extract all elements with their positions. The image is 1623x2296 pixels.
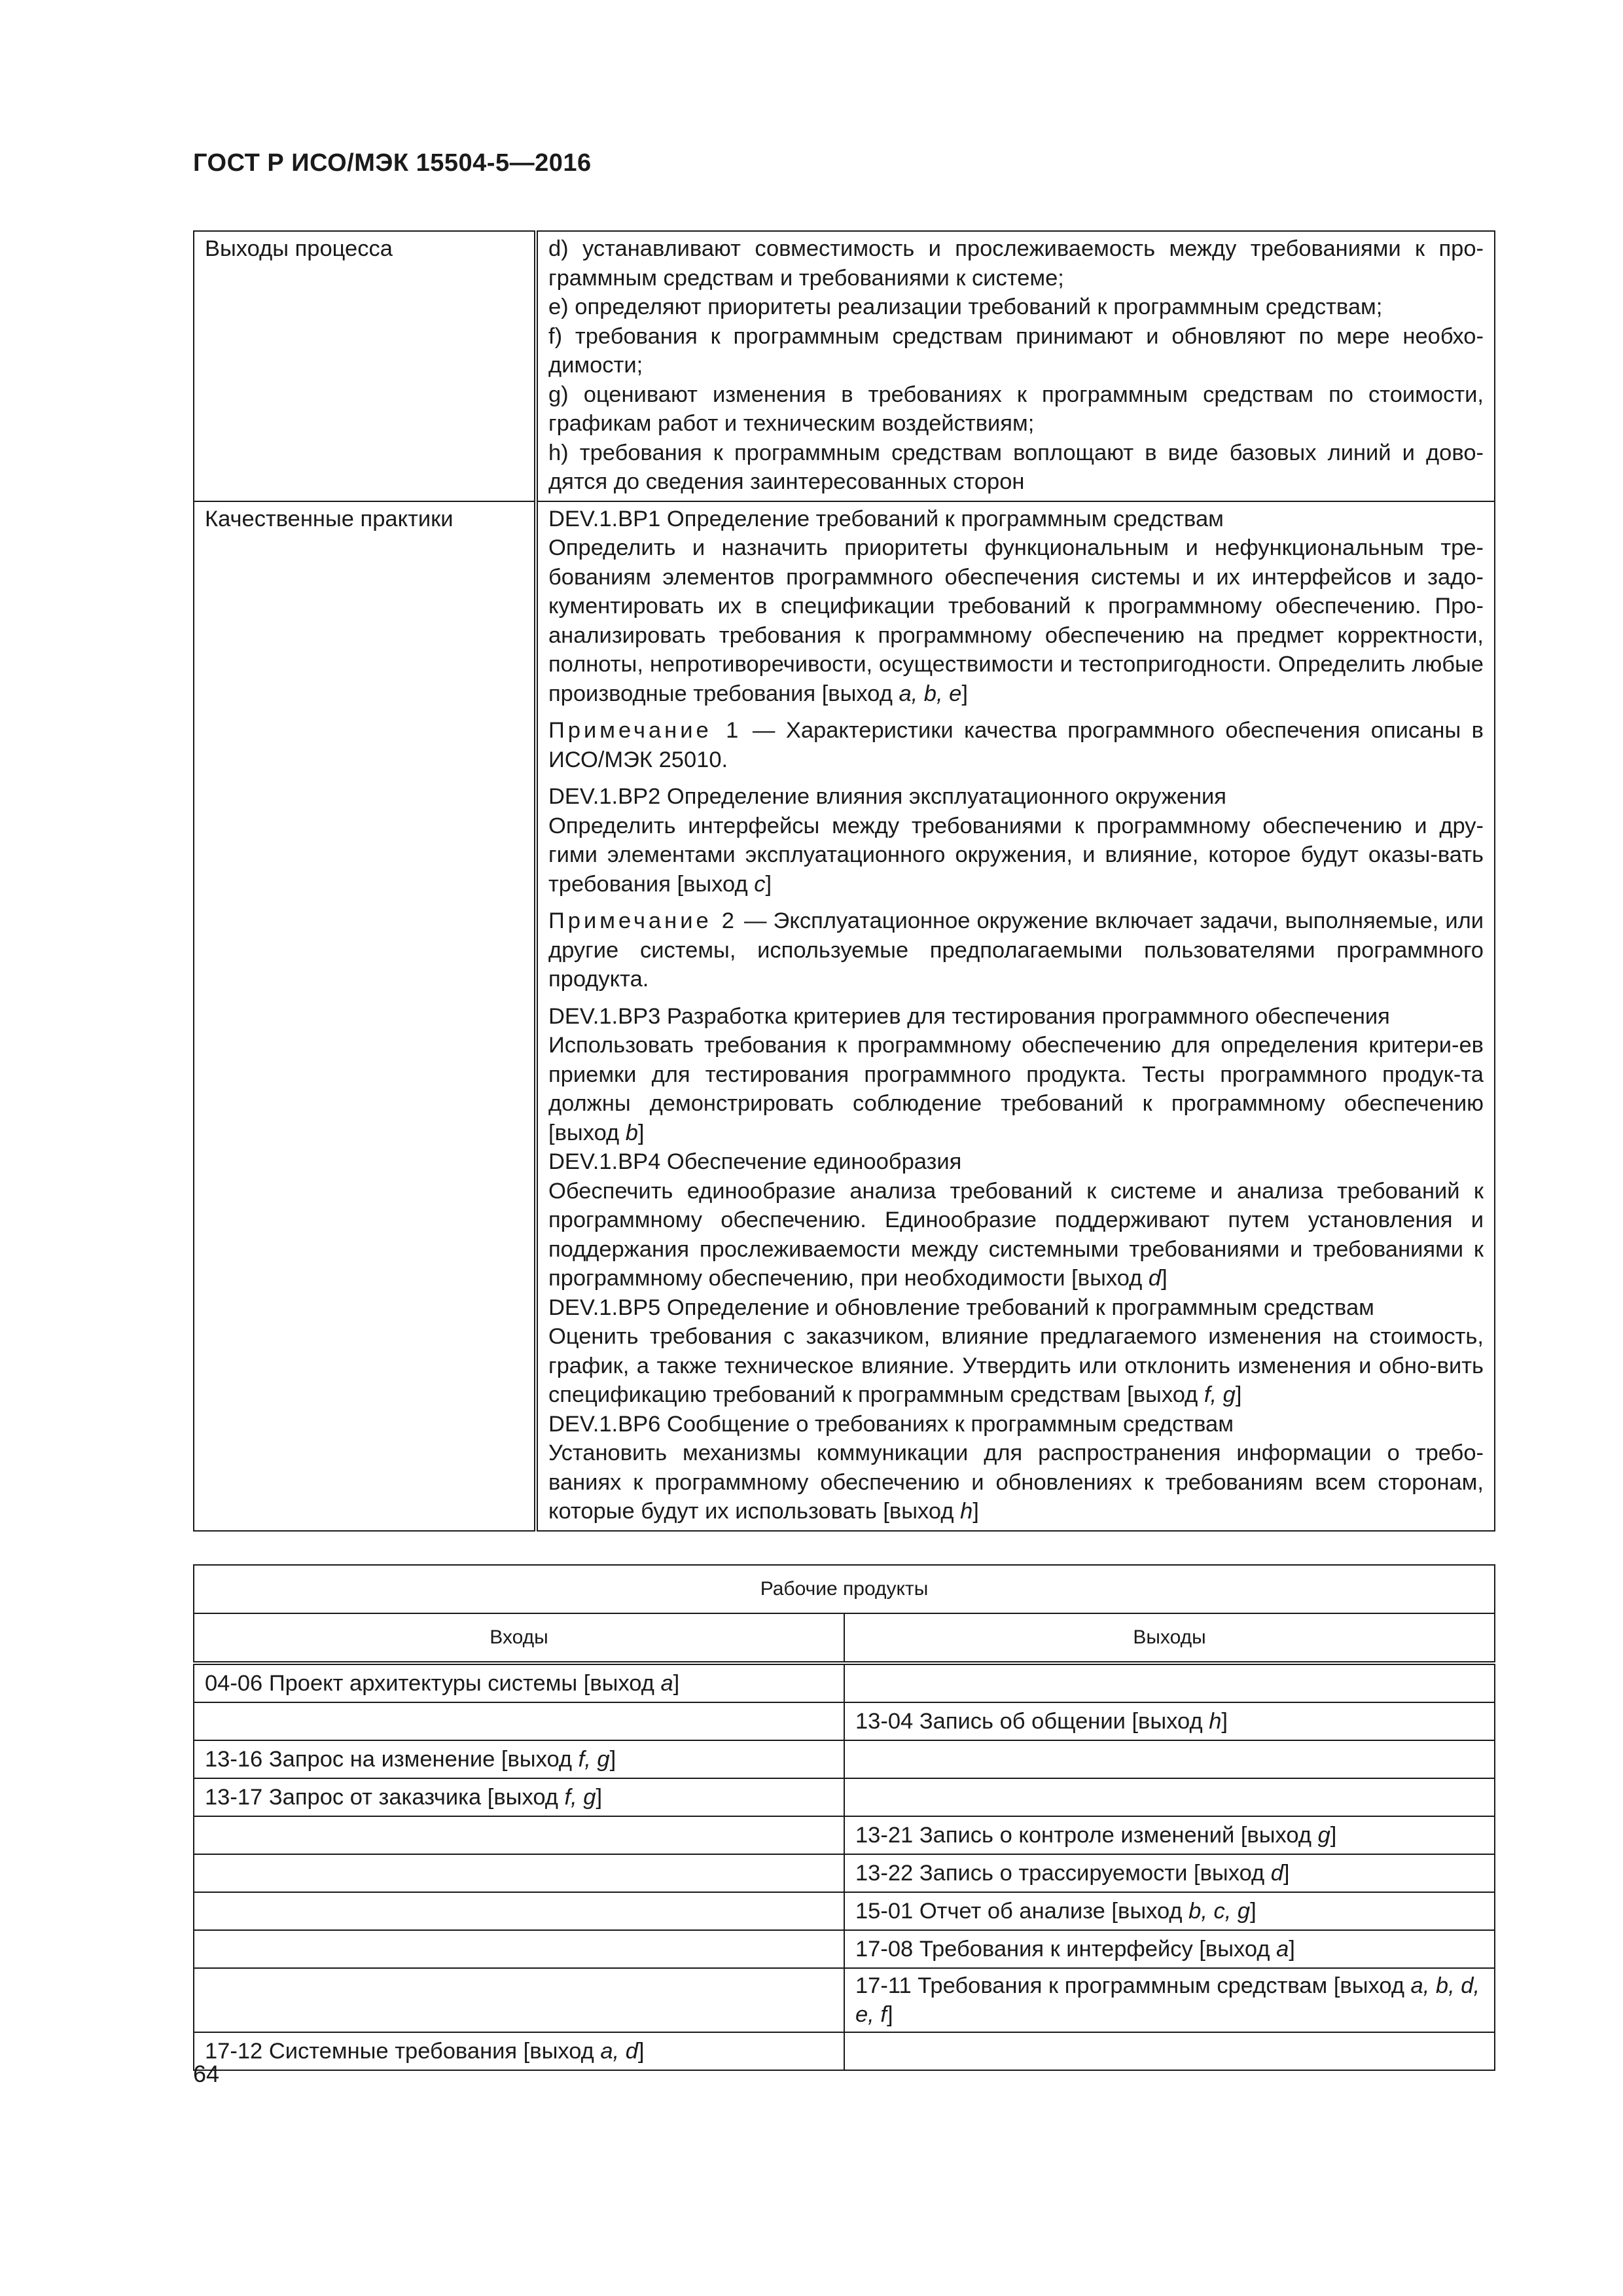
table-row — [194, 1663, 1495, 1702]
input-cell: 04-06 Проект архитектуры системы [выход a] — [194, 1663, 844, 1702]
bp6-text: Установить механизмы коммуникации для распространения информации о требо-ваниях к программному обеспечению и обновлениях к требованиям всем сторонам, которые будут их использовать [выход h] — [548, 1441, 1484, 1524]
table-row — [194, 1968, 1495, 2032]
output-cell — [844, 1778, 1495, 1816]
output-cell: 13-22 Запись о трассируемости [выход d] — [844, 1854, 1495, 1892]
input-cell: 13-16 Запрос на изменение [выход f, g] — [194, 1740, 844, 1778]
input-cell — [194, 1816, 844, 1854]
note-2: Примечание 2 — Эксплуатационное окружение включает задачи, выполняемые, или другие системы, используемые предполагаемыми пользователями программного продукта. — [548, 908, 1484, 992]
output-cell: 15-01 Отчет об анализе [выход b, c, g] — [844, 1892, 1495, 1930]
bp4-text: Обеспечить единообразие анализа требований к системе и анализа требований к программному обеспечению. Единообразие поддерживают путем установления и поддержания прослеживаемости между системными требованиями и требованиями к программному обеспечению, при необходимости [выход d] — [548, 1178, 1484, 1291]
table-row — [194, 1892, 1495, 1930]
bp5-output-refs: f, g — [1204, 1382, 1236, 1407]
output-item-g: g) оценивают изменения в требованиях к программным средствам по стоимости, графикам работ и техническим воздействиям; — [548, 382, 1484, 436]
bp2-text: Определить интерфейсы между требованиями к программному обеспечению и дру-гими элементами эксплуатационного окружения, и влияние, которое будут оказы-вать требования [выход c] — [548, 813, 1484, 897]
output-item-h: h) требования к программным средствам воплощают в виде базовых линий и дово-дятся до сведения заинтересованных сторон — [548, 440, 1484, 494]
output-cell: 17-11 Требования к программным средствам [выход a, b, d, e, f] — [844, 1968, 1495, 2032]
input-cell: 17-12 Системные требования [выход a, d] — [194, 2032, 844, 2070]
table-row — [194, 1930, 1495, 1968]
input-cell — [194, 1930, 844, 1968]
output-cell — [844, 1663, 1495, 1702]
output-cell: 17-08 Требования к интерфейсу [выход a] — [844, 1930, 1495, 1968]
bp5-text: Оценить требования с заказчиком, влияние предлагаемого изменения на стоимость, график, а также техническое влияние. Утвердить или отклонить изменения и обно-вить спецификацию требований к программным средствам [выход f, g] — [548, 1324, 1484, 1407]
output-cell: 13-04 Запись об общении [выход h] — [844, 1702, 1495, 1740]
work-products-table — [193, 1564, 1495, 2071]
table-row — [194, 1740, 1495, 1778]
process-outputs-content — [536, 231, 1495, 501]
output-cell — [844, 2032, 1495, 2070]
table-row — [194, 1854, 1495, 1892]
bp1-text: Определить и назначить приоритеты функциональным и нефункциональным тре-бованиям элементов программного обеспечения системы и их интерфейсов и задо-кументировать их в спецификации требований к программному обеспечению. Про-анализировать требования к программному обеспечению на предмет корректности, полноты, непротиворечивости, осуществимости и тестопригодности. Определить любые производные требования [выход a, b, e] — [548, 535, 1484, 706]
bp5-title: DEV.1.BP5 Определение и обновление требований к программным средствам — [548, 1295, 1374, 1320]
note-2-label: Примечание 2 — [548, 908, 738, 933]
base-practices-row — [194, 501, 1495, 1531]
input-cell: 13-17 Запрос от заказчика [выход f, g] — [194, 1778, 844, 1816]
process-outputs-row — [194, 231, 1495, 501]
input-cell — [194, 1968, 844, 2032]
table-row — [194, 1778, 1495, 1816]
page-number: 64 — [193, 2060, 220, 2087]
table-row — [194, 1702, 1495, 1740]
bp6-title: DEV.1.BP6 Сообщение о требованиях к программным средствам — [548, 1411, 1234, 1437]
bp2-title: DEV.1.BP2 Определение влияния эксплуатационного окружения — [548, 784, 1226, 809]
note-1: Примечание 1 — Характеристики качества программного обеспечения описаны в ИСО/МЭК 25010. — [548, 718, 1484, 772]
note-1-label: Примечание 1 — [548, 718, 742, 743]
bp1-output-refs: a, b, e — [899, 681, 962, 706]
bp6-output-refs: h — [960, 1499, 973, 1524]
bp4-output-refs: d — [1148, 1266, 1162, 1291]
input-cell — [194, 1702, 844, 1740]
bp3-output-refs: b — [625, 1120, 638, 1145]
output-cell — [844, 1740, 1495, 1778]
work-products-title: Рабочие продукты — [194, 1565, 1495, 1613]
output-cell: 13-21 Запись о контроле изменений [выход g] — [844, 1816, 1495, 1854]
input-cell — [194, 1854, 844, 1892]
output-item-f: f) требования к программным средствам принимают и обновляют по мере необхо-димости; — [548, 323, 1484, 378]
base-practices-content — [536, 501, 1495, 1531]
table-row — [194, 2032, 1495, 2070]
output-item-e: e) определяют приоритеты реализации требований к программным средствам; — [548, 295, 1383, 319]
inputs-column-header: Входы — [194, 1613, 844, 1663]
bp1-title: DEV.1.BP1 Определение требований к программным средствам — [548, 506, 1224, 531]
base-practices-label: Качественные практики — [194, 501, 536, 1531]
table-row — [194, 1816, 1495, 1854]
outputs-column-header: Выходы — [844, 1613, 1495, 1663]
bp3-title: DEV.1.BP3 Разработка критериев для тестирования программного обеспечения — [548, 1003, 1390, 1029]
process-table — [193, 230, 1495, 1532]
bp2-output-refs: c — [754, 871, 766, 897]
bp3-text: Использовать требования к программному обеспечению для определения критери-ев приемки для тестирования программного продукта. Тесты программного продук-та должны демонстрировать соблюдение требований к программному обеспечению [выход b] — [548, 1033, 1484, 1145]
process-outputs-label: Выходы процесса — [194, 231, 536, 501]
bp4-title: DEV.1.BP4 Обеспечение единообразия — [548, 1149, 962, 1174]
input-cell — [194, 1892, 844, 1930]
document-header-title: ГОСТ Р ИСО/МЭК 15504-5—2016 — [193, 149, 592, 177]
output-item-d: d) устанавливают совместимость и прослеживаемость между требованиями к про-граммным средствам и требованиями к системе; — [548, 236, 1484, 291]
